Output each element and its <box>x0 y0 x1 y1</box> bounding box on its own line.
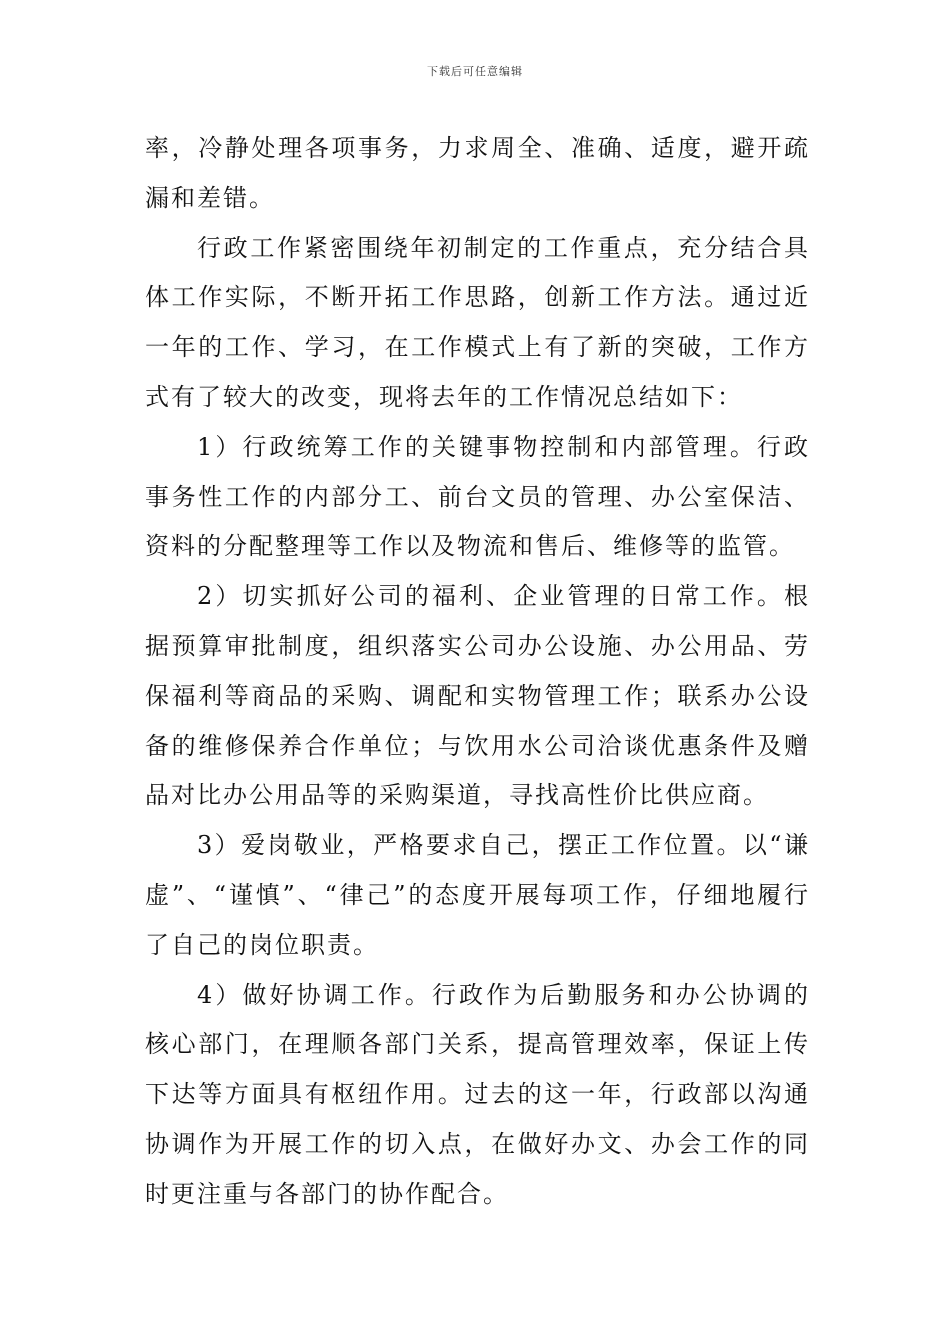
page-header: 下载后可任意编辑 <box>427 65 523 78</box>
paragraph-intro: 行政工作紧密围绕年初制定的工作重点，充分结合具体工作实际，不断开拓工作思路，创新工作方法。通过近一年的工作、学习，在工作模式上有了新的突破，工作方式有了较大的改变，现将去年的工作情况总结如下： <box>145 233 810 411</box>
paragraph-continuation: 率，冷静处理各项事务，力求周全、准确、适度，避开疏漏和差错。 <box>145 134 810 212</box>
paragraph-item-3: 3）爱岗敬业，严格要求自己，摆正工作位置。以“谦虚”、“谨慎”、“律己”的态度开展每项工作，仔细地履行了自己的岗位职责。 <box>145 831 810 959</box>
document-body <box>145 124 810 1220</box>
paragraph-item-2: 2）切实抓好公司的福利、企业管理的日常工作。根据预算审批制度，组织落实公司办公设施、办公用品、劳保福利等商品的采购、调配和实物管理工作；联系办公设备的维修保养合作单位；与饮用水公司洽谈优惠条件及赠品对比办公用品等的采购渠道，寻找高性价比供应商。 <box>145 582 810 810</box>
paragraph-item-1: 1）行政统筹工作的关键事物控制和内部管理。行政事务性工作的内部分工、前台文员的管理、办公室保洁、资料的分配整理等工作以及物流和售后、维修等的监管。 <box>145 432 810 561</box>
paragraph-item-4: 4）做好协调工作。行政作为后勤服务和办公协调的核心部门，在理顺各部门关系，提高管理效率，保证上传下达等方面具有枢纽作用。过去的这一年，行政部以沟通协调作为开展工作的切入点，在做好办文、办会工作的同时更注重与各部门的协作配合。 <box>145 980 810 1208</box>
